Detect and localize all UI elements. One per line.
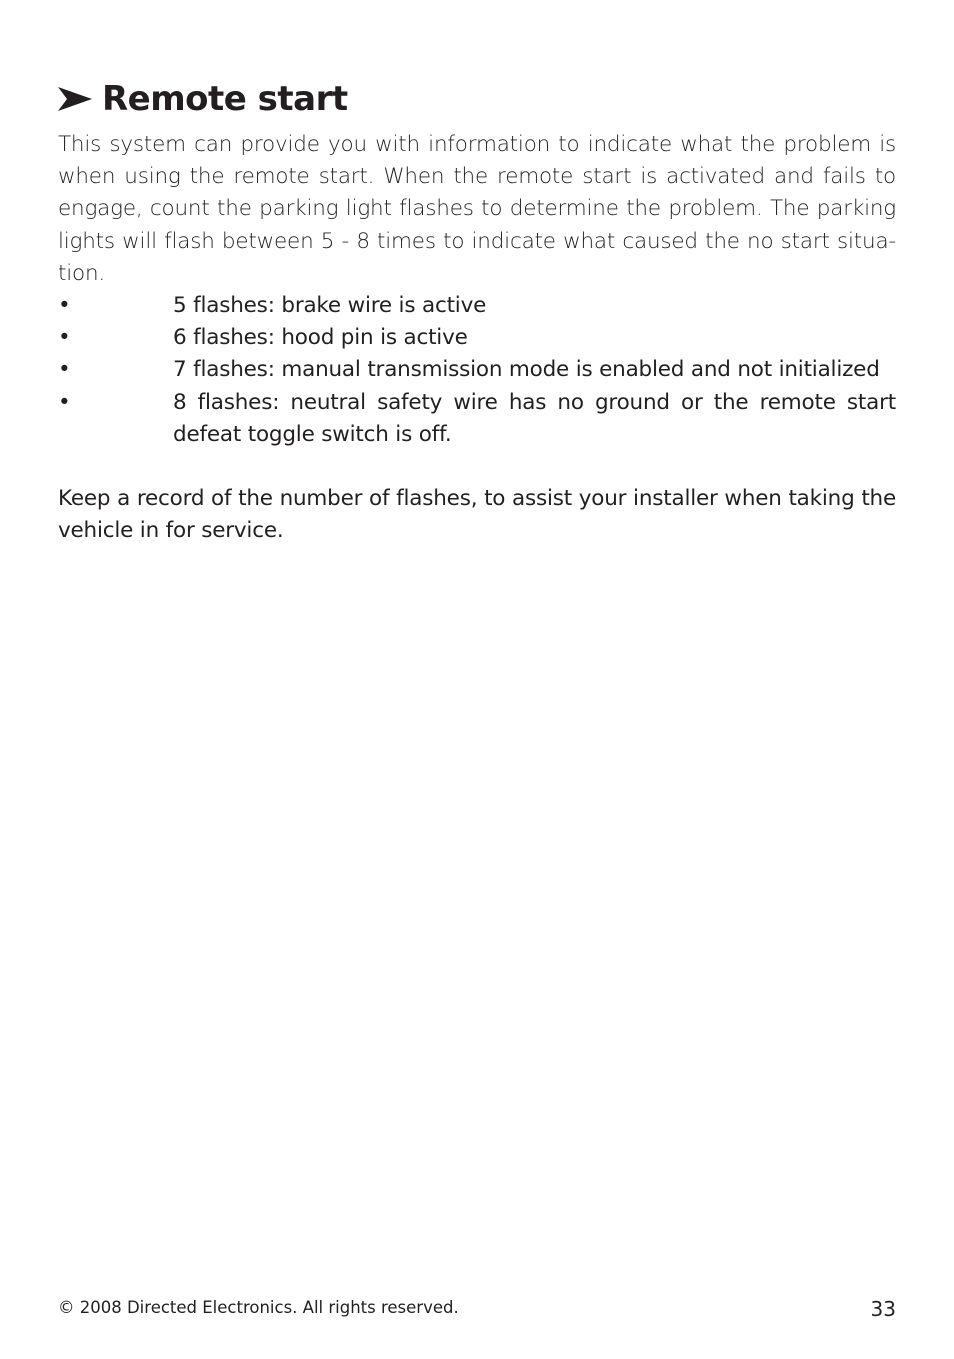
list-item-text: 6 flashes: hood pin is active [173,325,468,351]
list-item-text: 7 flashes: manual transmission mode is enabled and not initialized [173,357,880,383]
bullet-marker: • [58,293,71,318]
intro-paragraph: This system can provide you with information to indicate what the problem is when using the remote start. When the remote start is activated and fails to engage, count the parking light flashes to determine the problem. The parking lights will flash between 5 - 8 times to indicate what caused the no start situa-tion. [58,132,896,286]
list-item-text: 8 flashes: neutral safety wire has no ground or the remote start defeat toggle switch is off. [173,389,896,447]
arrowhead-icon [58,85,92,113]
bullet-marker: • [58,389,71,415]
list-item [58,387,896,451]
list-item [58,354,896,386]
flash-code-list [58,290,896,451]
footer-copyright: © 2008 Directed Electronics. All rights reserved. [58,1298,459,1317]
outro-paragraph: Keep a record of the number of flashes, to assist your installer when taking the vehicle in for service. [58,486,896,544]
section-title: Remote start [102,78,348,119]
section-heading [58,79,348,119]
list-item-text: 5 flashes: brake wire is active [173,293,487,318]
list-item [58,322,896,354]
list-item [58,290,896,322]
page-number: 33 [870,1297,896,1321]
bullet-marker: • [58,325,71,351]
bullet-marker: • [58,357,71,383]
